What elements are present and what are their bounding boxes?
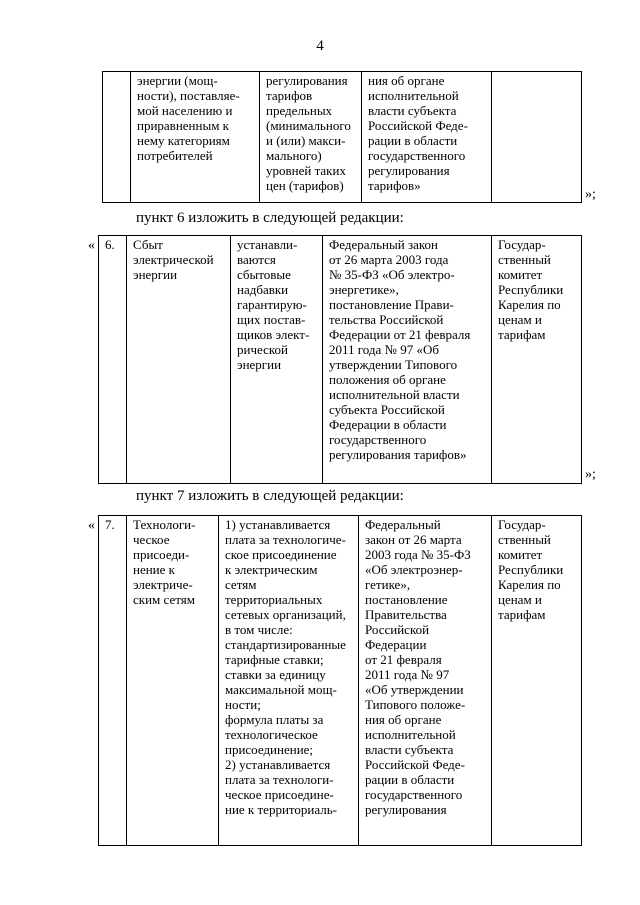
table-row xyxy=(99,236,582,484)
cell-activity: Сбыт электрической энергии xyxy=(127,236,231,484)
cell-authority: Государ- ственный комитет Республики Карелия по ценам и тарифам xyxy=(492,236,582,484)
cell-powers: 1) устанавливается плата за технологиче- ское присоединение к электрическим сетям территориальных сетевых организаций, в том числе: стандартизированные тарифные ставки; ставки за единицу максимальной мощ- ности; формула платы за технологическое присоединение; 2) устанавливается плата за технологи- ческое присоедине- ние к территориаль- xyxy=(219,516,359,846)
cell-number: 6. xyxy=(99,236,127,484)
table-row xyxy=(99,516,582,846)
paragraph-point-6: пункт 6 изложить в следующей редакции: xyxy=(136,210,404,226)
cell-legal-basis: Федеральный закон от 26 марта 2003 года № 35-ФЗ «Об электро- энергетике», постановление Прави- тельства Российской Федерации от 21 февраля 2011 года № 97 «Об утверждении Типового положения об органе исполнительной власти субъекта Российской Федерации в области государственного регулирования тарифов» xyxy=(323,236,492,484)
cell-activity: Технологи- ческое присоеди- нение к электриче- ским сетям xyxy=(127,516,219,846)
table-item-6 xyxy=(98,235,582,484)
paragraph-point-7: пункт 7 изложить в следующей редакции: xyxy=(136,488,404,504)
cell-authority xyxy=(492,72,582,203)
page-number: 4 xyxy=(316,38,324,54)
closing-quote-mark: »; xyxy=(585,187,596,202)
cell-number: 7. xyxy=(99,516,127,846)
cell-legal-basis: Федеральный закон от 26 марта 2003 года № 35-ФЗ «Об электроэнер- гетике», постановление Правительства Российской Федерации от 21 февраля 2011 года № 97 «Об утверждении Типового положе- ния об органе исполнительной власти субъекта Российской Феде- рации в области государственного регулирования xyxy=(359,516,492,846)
closing-quote-mark: »; xyxy=(585,467,596,482)
cell-legal-basis: ния об органе исполнительной власти субъекта Российской Феде- рации в области государственного регулирования тарифов» xyxy=(362,72,492,203)
table-item-7 xyxy=(98,515,582,846)
cell-activity: энергии (мощ- ности), поставляе- мой населению и приравненным к нему категориям потребителей xyxy=(131,72,260,203)
cell-authority: Государ- ственный комитет Республики Карелия по ценам и тарифам xyxy=(492,516,582,846)
opening-quote-mark: « xyxy=(88,238,95,253)
opening-quote-mark: « xyxy=(88,518,95,533)
cell-number xyxy=(103,72,131,203)
table-continuation xyxy=(102,71,582,203)
table-row xyxy=(103,72,582,203)
cell-powers: регулирования тарифов предельных (минимального и (или) макси- мального) уровней таких цен (тарифов) xyxy=(260,72,362,203)
cell-powers: устанавли- ваются сбытовые надбавки гарантирую- щих постав- щиков элект- рической энергии xyxy=(231,236,323,484)
